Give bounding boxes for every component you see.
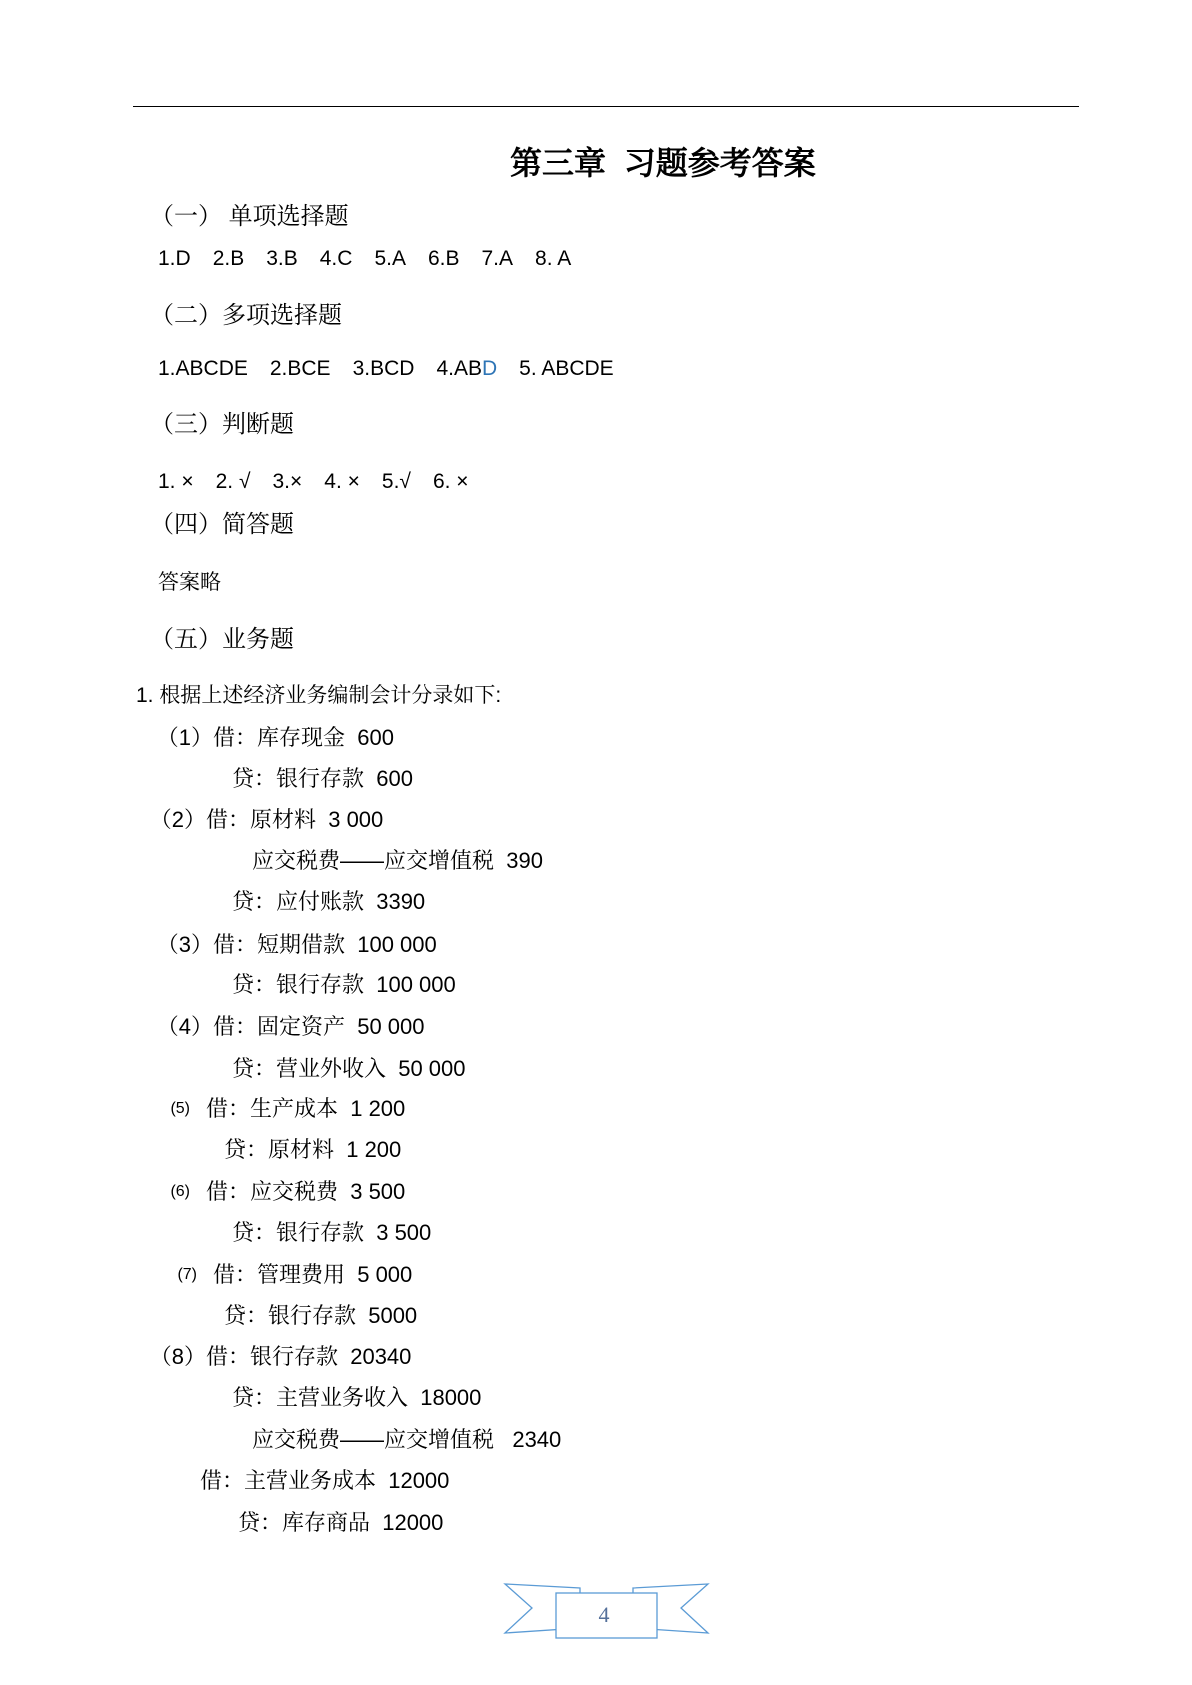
entry-4-line-2: 贷：营业外收入 50 000	[232, 1056, 466, 1081]
entry-2-line-1	[149, 805, 384, 835]
answer-item: 3.BCD	[352, 357, 415, 380]
entry-label: (7)	[177, 1266, 197, 1283]
answer-item: 2. √	[215, 470, 251, 493]
entry-5-line-2: 贷：原材料 1 200	[224, 1137, 402, 1162]
entry-8-line-2: 贷：主营业务收入 18000	[232, 1385, 482, 1410]
entry-8-line-1	[149, 1342, 412, 1372]
entry-text: 借：管理费用 5 000	[213, 1262, 413, 1287]
single-choice-answers	[158, 244, 571, 274]
entry-text: 借：短期借款 100 000	[213, 932, 437, 957]
answer-item: 1.D	[158, 247, 191, 270]
multiple-choice-answers	[158, 354, 614, 384]
answer-item: 5. ABCDE	[519, 357, 614, 380]
heading-multiple-choice: （二）多项选择题	[150, 302, 342, 329]
answer-item: 1.ABCDE	[158, 357, 248, 380]
answer-item: 4.C	[319, 247, 353, 270]
entry-7-line-2: 贷：银行存款 5000	[224, 1303, 418, 1328]
entry-text: 借：应交税费 3 500	[206, 1179, 406, 1204]
answer-item: 6. ×	[432, 470, 469, 493]
answer-item: 1. ×	[158, 470, 194, 493]
entry-6-line-2: 贷：银行存款 3 500	[232, 1220, 432, 1245]
answer-item: 2.B	[212, 247, 245, 270]
entry-label: （8）	[149, 1344, 206, 1369]
entry-1-line-2: 贷：银行存款 600	[232, 766, 413, 791]
answer-item: 3.B	[266, 247, 298, 270]
page-title: 第三章 习题参考答案	[510, 145, 816, 181]
entry-text: 借：固定资产 50 000	[213, 1014, 425, 1039]
entry-text: 借：银行存款 20340	[206, 1344, 412, 1369]
entry-label: （1）	[156, 725, 213, 750]
entry-3-line-2: 贷：银行存款 100 000	[232, 972, 456, 997]
answer-text: 4.AB	[436, 357, 482, 380]
entry-text: 借：原材料 3 000	[206, 807, 384, 832]
entry-1-line-1	[156, 723, 394, 753]
entry-label: (6)	[170, 1183, 190, 1200]
entry-2-line-3: 贷：应付账款 3390	[232, 889, 426, 914]
entry-text: 借：生产成本 1 200	[206, 1096, 406, 1121]
entry-6-line-1	[170, 1177, 406, 1207]
answer-item: 6.B	[427, 247, 460, 270]
short-answer-text: 答案略	[158, 571, 221, 594]
entry-label: (5)	[170, 1100, 190, 1117]
entry-label: （2）	[149, 807, 206, 832]
page-number: 4	[598, 1602, 610, 1627]
answer-highlight: D	[481, 357, 498, 380]
heading-single-choice: （一） 单项选择题	[150, 203, 349, 230]
entry-8-line-3: 应交税费——应交增值税 2340	[252, 1427, 562, 1452]
entry-8-line-5: 贷：库存商品 12000	[238, 1510, 444, 1535]
answer-item: 2.BCE	[269, 357, 331, 380]
entry-label: （3）	[156, 932, 213, 957]
entry-3-line-1	[156, 930, 437, 960]
answer-item: 4. ×	[324, 470, 360, 493]
heading-true-false: （三）判断题	[150, 411, 294, 438]
header-rule	[133, 106, 1079, 107]
answer-item	[436, 354, 497, 384]
entry-2-line-2: 应交税费——应交增值税 390	[252, 848, 543, 873]
entry-4-line-1	[156, 1012, 425, 1042]
entry-7-line-1	[177, 1260, 413, 1290]
entry-5-line-1	[170, 1094, 406, 1124]
answer-item: 7.A	[481, 247, 514, 270]
answer-item: 8. A	[535, 247, 572, 270]
heading-short-answer: （四）简答题	[150, 511, 294, 538]
page-number-ribbon	[500, 1578, 715, 1644]
heading-business: （五）业务题	[150, 626, 294, 653]
entry-8-line-4: 借：主营业务成本 12000	[200, 1468, 450, 1493]
answer-item: 3.×	[272, 470, 303, 493]
answer-item: 5.A	[374, 247, 406, 270]
entry-text: 借：库存现金 600	[213, 725, 394, 750]
answer-item: 5.√	[381, 470, 411, 493]
true-false-answers	[158, 467, 469, 497]
entry-label: （4）	[156, 1014, 213, 1039]
business-intro: 1. 根据上述经济业务编制会计分录如下:	[136, 684, 502, 707]
